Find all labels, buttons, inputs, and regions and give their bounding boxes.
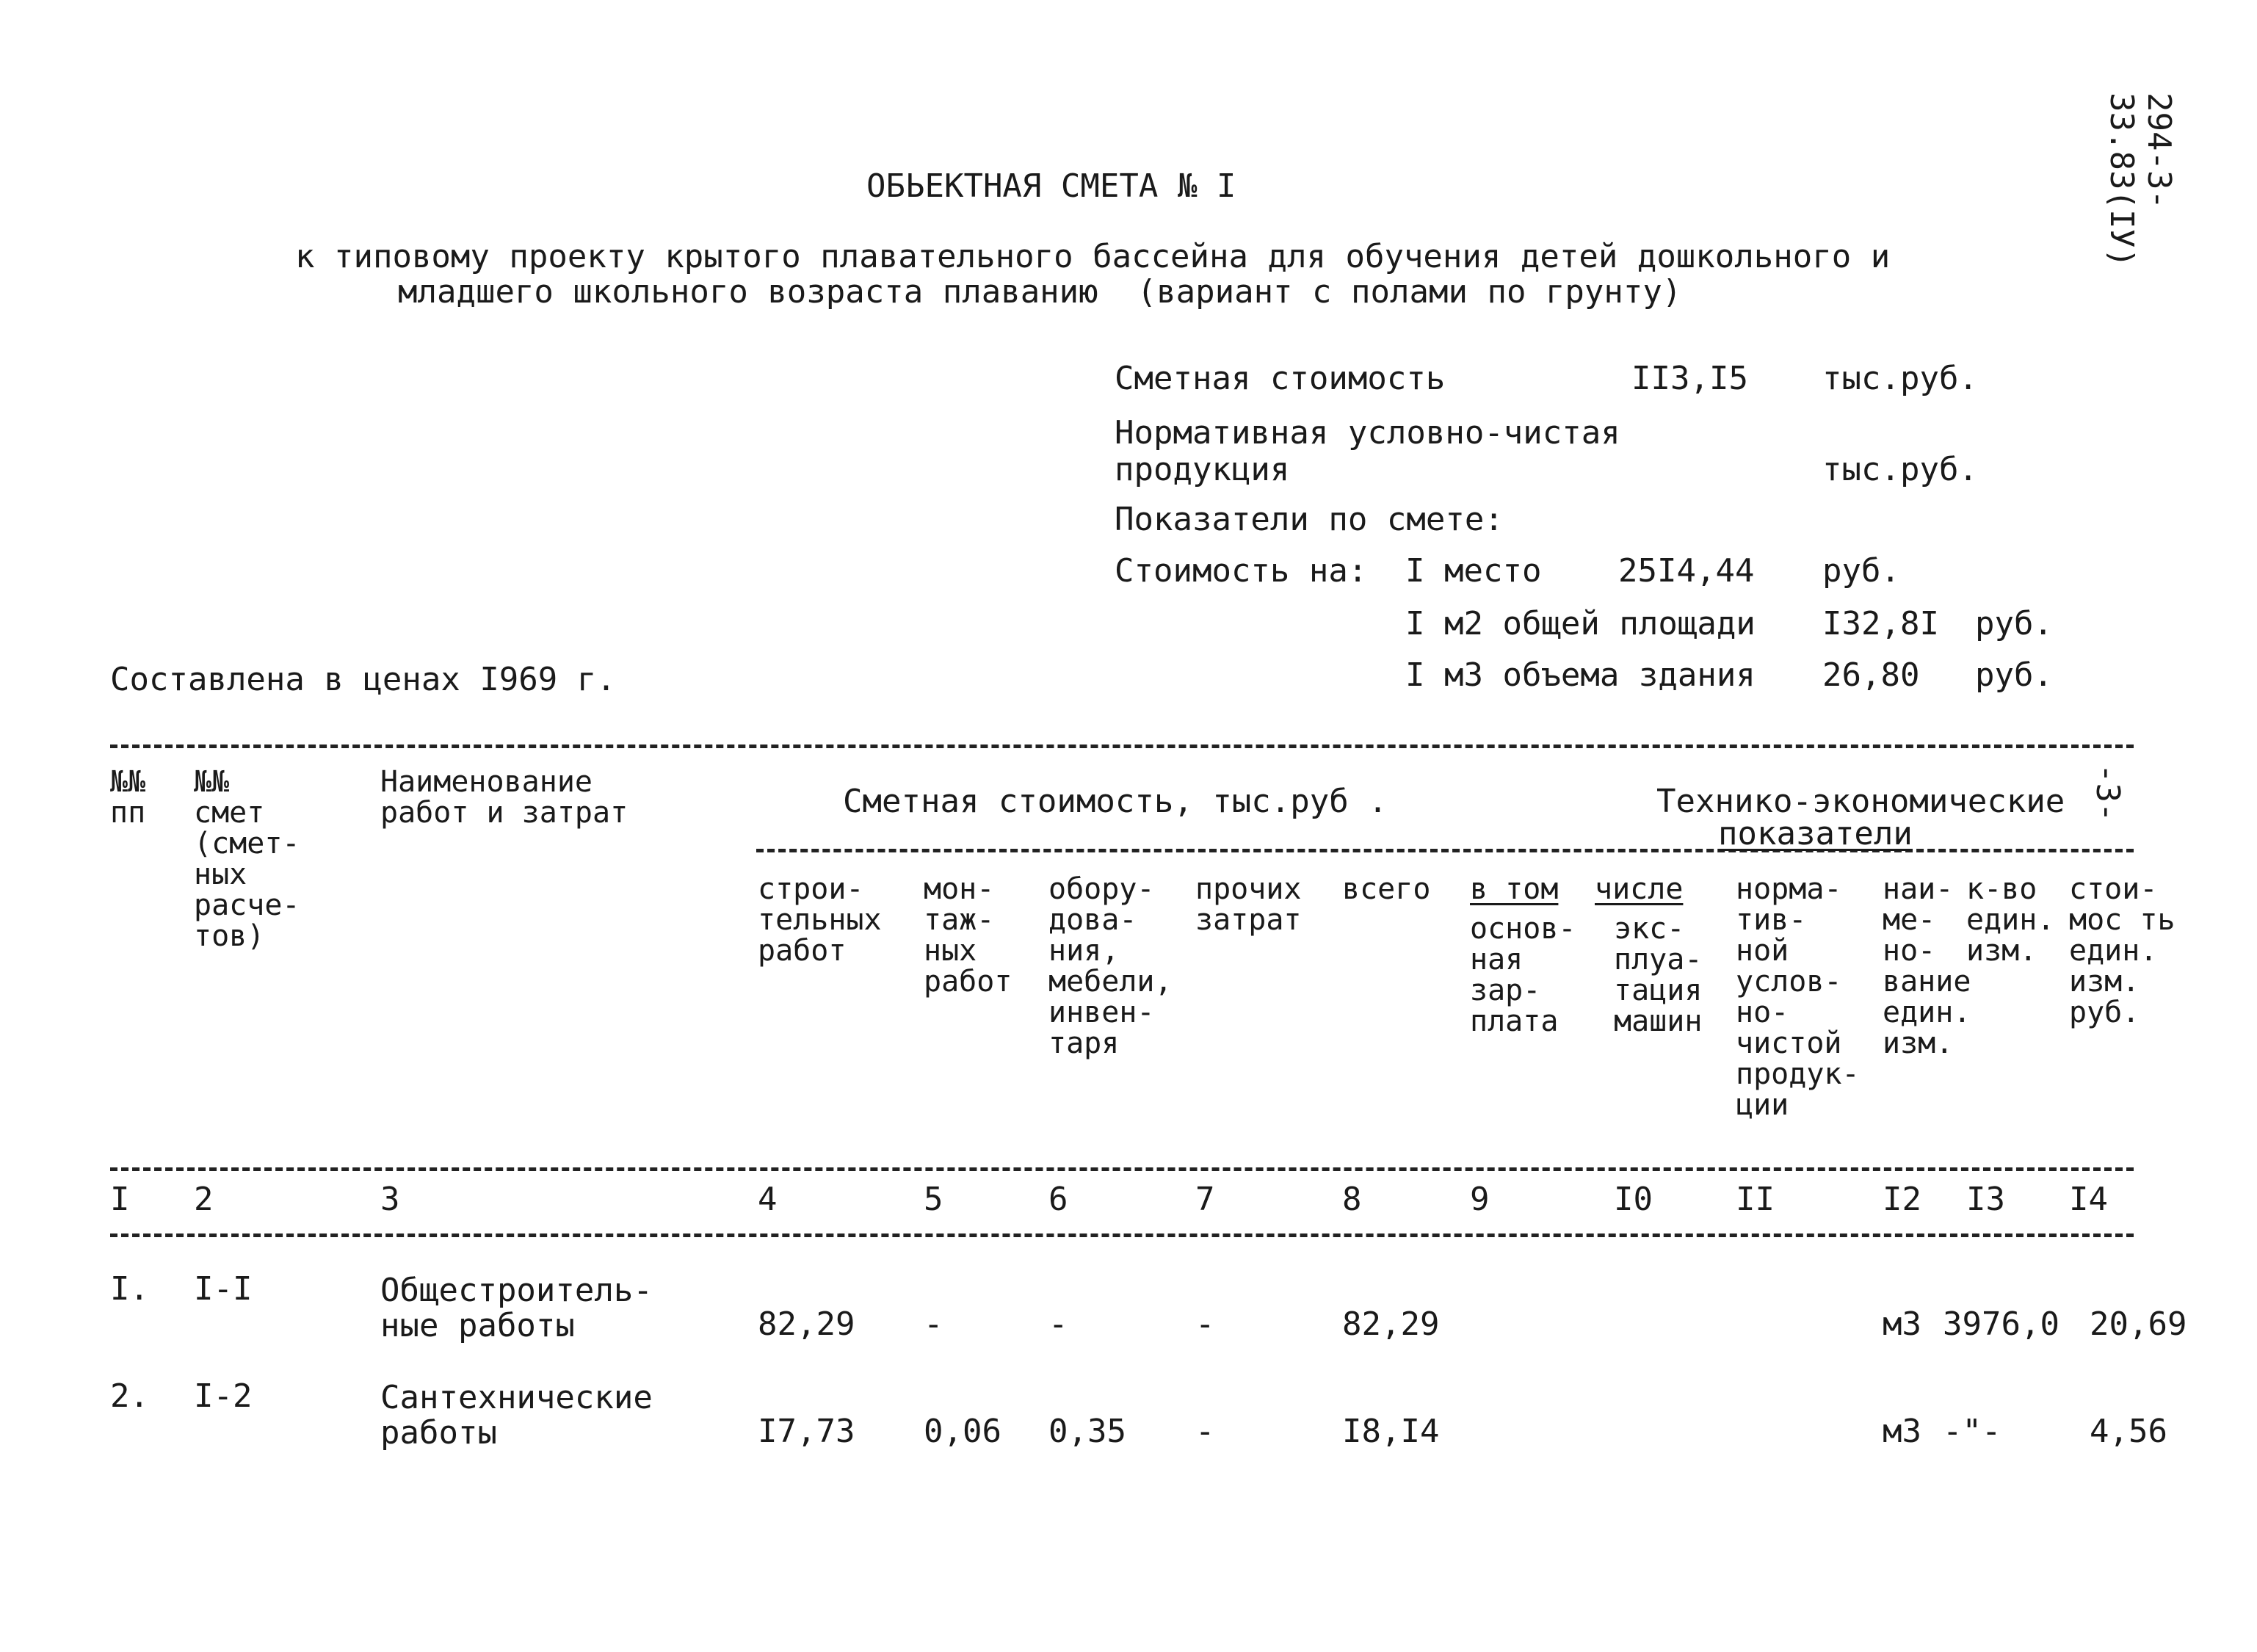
column-number: 8 [1342, 1181, 1362, 1218]
column-number: I3 [1966, 1181, 2005, 1218]
per-m3-value: 26,80 [1822, 656, 1920, 694]
row-estimate-number: I-2 [194, 1377, 253, 1415]
header-group-tech-1: Технико-экономические [1656, 783, 2065, 820]
document-subtitle-line-1: к типовому проекту крытого плавательного бассейна для обучения детей дошкольного и [295, 238, 1891, 275]
table-header-bottom-rule [110, 1167, 2134, 1171]
header-col-12: наи- ме- но- вание един. изм. [1883, 872, 1971, 1060]
row-unit-quantity: 3976,0 [1943, 1305, 2059, 1343]
header-col-7: прочих затрат [1195, 872, 1302, 937]
header-col-1: №№ пп [110, 765, 146, 830]
column-number: 7 [1195, 1181, 1215, 1218]
document-subtitle-line-2: младшего школьного возраста плаванию (вариант с полами по грунту) [398, 273, 1682, 311]
row-other-cost: - [1195, 1413, 1215, 1450]
header-col-10: экс- плуа- тация машин [1614, 912, 1703, 1038]
prices-note: Составлена в ценах I969 г. [110, 661, 616, 698]
per-m3-unit: руб. [1975, 656, 2053, 694]
column-number: 4 [758, 1181, 778, 1218]
table-numbers-bottom-rule [110, 1233, 2134, 1237]
table-top-rule [110, 745, 2134, 748]
row-work-name: Общестроитель- ные работы [380, 1272, 653, 1344]
page-marker: -3- [2089, 764, 2126, 822]
normative-unit: тыс.руб. [1822, 451, 1978, 488]
per-place-unit: руб. [1822, 552, 1900, 590]
row-other-cost: - [1195, 1305, 1215, 1343]
estimated-cost-value: II3,I5 [1631, 360, 1748, 397]
column-number: I0 [1614, 1181, 1653, 1218]
row-total-cost: I8,I4 [1342, 1413, 1440, 1450]
header-col-6: обору- дова- ния, мебели, инвен- таря [1048, 872, 1173, 1060]
row-work-name: Сантехнические работы [380, 1379, 653, 1452]
column-number: I [110, 1181, 130, 1218]
normative-label-2: продукция [1115, 451, 1290, 488]
per-m2-unit: руб. [1975, 605, 2053, 642]
table-subheader-rule [756, 849, 2134, 852]
row-unit-name: м3 [1883, 1305, 1921, 1343]
column-number: 9 [1470, 1181, 1490, 1218]
per-place-label: I место [1405, 552, 1542, 590]
header-col-9: основ- ная зар- плата [1470, 912, 1576, 1038]
header-col-4: строи- тельных работ [758, 872, 882, 968]
column-number: 3 [380, 1181, 400, 1218]
estimated-cost-label: Сметная стоимость [1115, 360, 1446, 397]
estimated-cost-unit: тыс.руб. [1822, 360, 1978, 397]
per-m2-value: I32,8I [1822, 605, 1939, 642]
row-equipment-cost: 0,35 [1048, 1413, 1126, 1450]
header-col-13: к-во един. изм. [1966, 872, 2055, 968]
row-number: I. [110, 1270, 149, 1308]
row-estimate-number: I-I [194, 1270, 253, 1308]
header-col-11: норма- тив- ной услов- но- чистой продук- ции [1736, 872, 1860, 1122]
column-number: 6 [1048, 1181, 1068, 1218]
header-group-tech-2: показатели [1718, 815, 1913, 852]
column-number: I2 [1883, 1181, 1921, 1218]
header-group-cost: Сметная стоимость, тыс.руб . [843, 783, 1388, 820]
document-title: ОБЬЕКТНАЯ СМЕТА № I [866, 167, 1236, 205]
header-col-14: стои- мос ть един. изм. руб. [2069, 872, 2176, 1029]
header-col-8: всего [1342, 872, 1431, 906]
header-including-1: в том [1470, 872, 1559, 906]
row-installation-cost: - [924, 1305, 943, 1343]
column-number: 2 [194, 1181, 214, 1218]
normative-label-1: Нормативная условно-чистая [1115, 414, 1620, 452]
row-total-cost: 82,29 [1342, 1305, 1440, 1343]
per-m2-label: I м2 общей площади [1405, 605, 1756, 642]
column-number: 5 [924, 1181, 943, 1218]
row-unit-cost: 20,69 [2090, 1305, 2187, 1343]
row-construction-cost: I7,73 [758, 1413, 855, 1450]
header-col-5: мон- таж- ных работ [924, 872, 1012, 999]
row-unit-name: м3 [1883, 1413, 1921, 1450]
per-m3-label: I м3 объема здания [1405, 656, 1756, 694]
row-equipment-cost: - [1048, 1305, 1068, 1343]
row-unit-quantity: -"- [1943, 1413, 2001, 1450]
row-installation-cost: 0,06 [924, 1413, 1001, 1450]
column-number: I4 [2069, 1181, 2108, 1218]
header-including-2: числе [1595, 872, 1684, 906]
row-construction-cost: 82,29 [758, 1305, 855, 1343]
row-unit-cost: 4,56 [2090, 1413, 2167, 1450]
header-col-2: №№ смет (смет- ных расче- тов) [194, 765, 300, 953]
column-number: II [1736, 1181, 1775, 1218]
document-code: 294-3-33.83(IУ) [2103, 93, 2178, 268]
cost-per-label: Стоимость на: [1115, 552, 1368, 590]
indicators-label: Показатели по смете: [1115, 501, 1504, 538]
header-col-3: Наименование работ и затрат [380, 765, 628, 830]
row-number: 2. [110, 1377, 149, 1415]
per-place-value: 25I4,44 [1618, 552, 1755, 590]
